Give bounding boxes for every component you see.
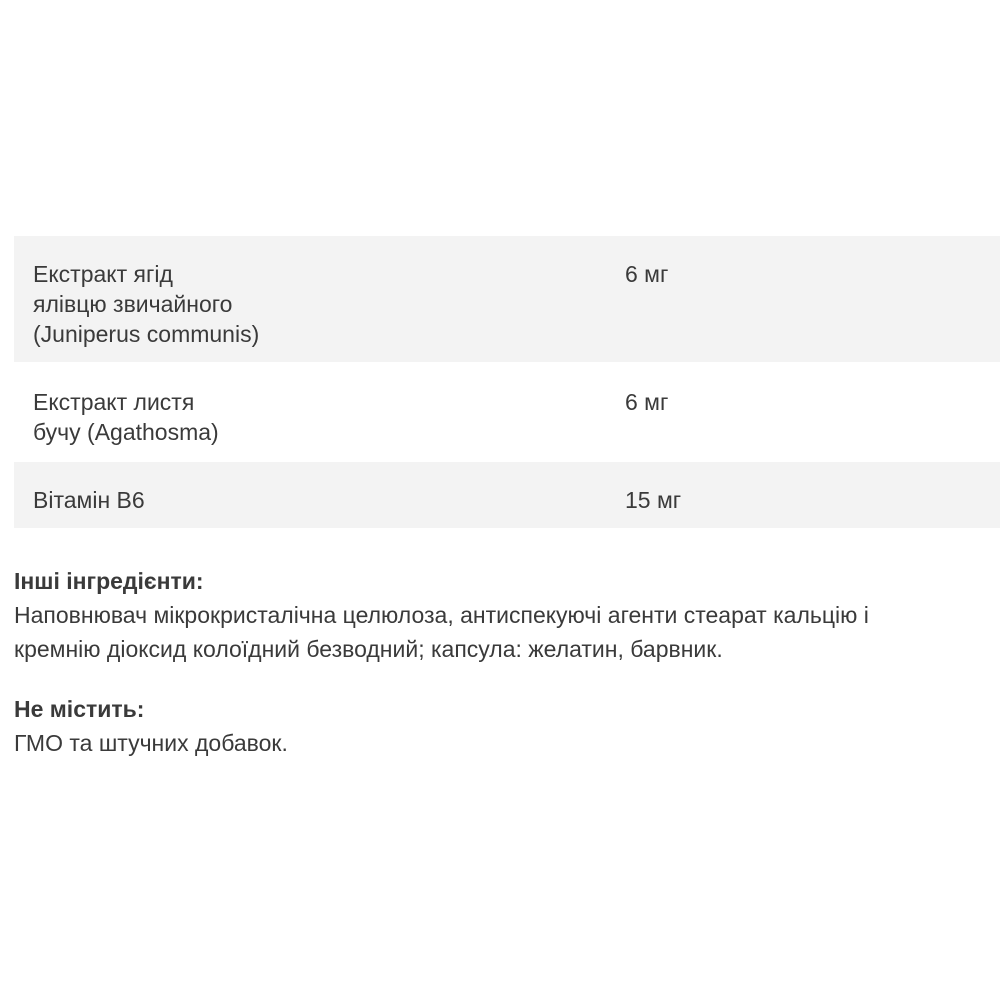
ingredient-amount: 6 мг: [625, 261, 669, 287]
other-ingredients-text: Наповнювач мікрокристалічна целюлоза, антиспекуючі агенти стеарат кальцію і кремнію діоксид колоїдний безводний; капсула: желатин, барвник.: [14, 602, 869, 662]
table-row: [14, 236, 1000, 364]
does-not-contain-title: Не містить:: [14, 696, 145, 722]
ingredient-amount: 15 мг: [625, 487, 682, 513]
does-not-contain-text: ГМО та штучних добавок.: [14, 730, 288, 756]
table-row: [14, 364, 1000, 462]
ingredient-name: Екстракт ягід ялівцю звичайного (Juniperus communis): [33, 261, 260, 347]
other-ingredients-title: Інші інгредієнти:: [14, 568, 204, 594]
table-row: [14, 462, 1000, 530]
ingredient-name: Вітамін B6: [33, 487, 145, 513]
ingredient-amount: 6 мг: [625, 389, 669, 415]
other-ingredients-section: [14, 564, 1000, 666]
does-not-contain-section: [14, 692, 1000, 760]
ingredients-table: [14, 236, 1000, 530]
ingredient-name: Екстракт листя бучу (Agathosma): [33, 389, 219, 445]
